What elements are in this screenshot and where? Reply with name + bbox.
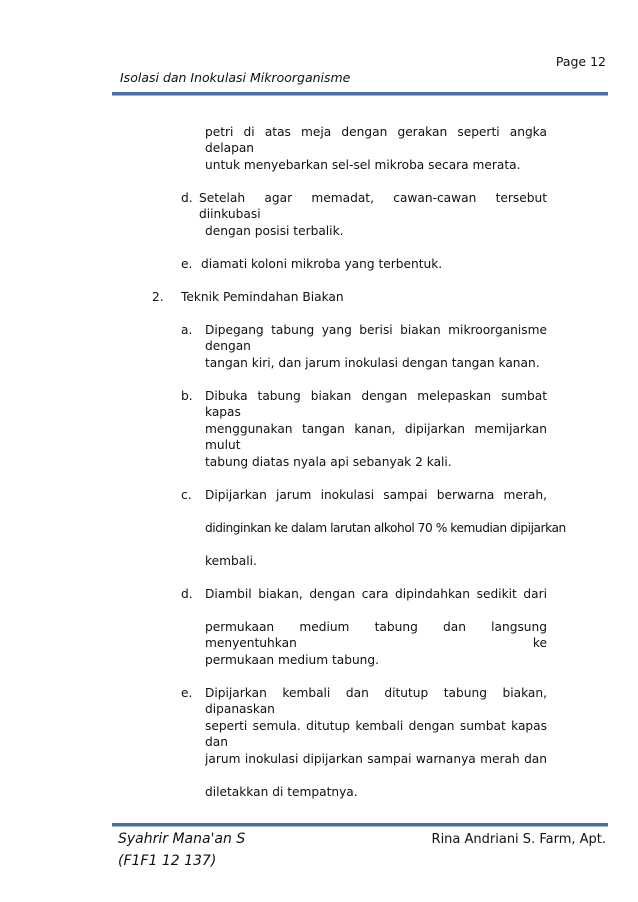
text-line: Setelah agar memadat, cawan-cawan tersebut diinkubasi [199, 191, 547, 221]
header-divider [112, 92, 608, 96]
text-line: jarum inokulasi dipijarkan sampai warnanya merah dan [205, 752, 547, 766]
page-number: Page 12 [555, 54, 606, 69]
author-name: Syahrir Mana'an S [118, 831, 246, 847]
section-title: Teknik Pemindahan Biakan [181, 290, 344, 304]
text-line: tabung diatas nyala api sebanyak 2 kali. [205, 455, 452, 469]
list-marker: a. [181, 323, 193, 337]
list-marker: d. [181, 587, 193, 601]
text-line: dengan posisi terbalik. [205, 224, 344, 238]
text-line: petri di atas meja dengan gerakan seperti angka delapan [205, 125, 547, 155]
text-line: kembali. [205, 554, 257, 568]
section-number: 2. [152, 290, 164, 304]
text-line: seperti semula. ditutup kembali dengan sumbat kapas dan [205, 719, 547, 749]
text-line: tangan kiri, dan jarum inokulasi dengan tangan kanan. [205, 356, 540, 370]
list-marker: e. [181, 686, 193, 700]
text-line: Dipegang tabung yang berisi biakan mikroorganisme dengan [205, 323, 547, 353]
text-line: menggunakan tangan kanan, dipijarkan memijarkan mulut [205, 422, 547, 452]
supervisor-name: Rina Andriani S. Farm, Apt. [431, 832, 606, 847]
text-line: diamati koloni mikroba yang terbentuk. [201, 257, 443, 271]
list-marker: b. [181, 389, 193, 403]
list-marker: e. [181, 257, 193, 271]
text-line: permukaan medium tabung. [205, 653, 380, 667]
footer-divider [112, 823, 608, 827]
document-title: Isolasi dan Inokulasi Mikroorganisme [120, 70, 351, 85]
text-line: Diambil biakan, dengan cara dipindahkan sedikit dari [205, 587, 547, 601]
list-marker: d. [181, 191, 193, 205]
list-marker: c. [181, 488, 192, 502]
text-line: untuk menyebarkan sel-sel mikroba secara merata. [205, 158, 521, 172]
text-line: Dipijarkan jarum inokulasi sampai berwarna merah, [205, 488, 547, 502]
text-line: Dibuka tabung biakan dengan melepaskan sumbat kapas [205, 389, 547, 419]
text-line: Dipijarkan kembali dan ditutup tabung biakan, dipanaskan [205, 686, 547, 716]
author-id: (F1F1 12 137) [118, 853, 217, 869]
text-line: diletakkan di tempatnya. [205, 785, 358, 799]
text-line: permukaan medium tabung dan langsung menyentuhkan ke [205, 620, 547, 650]
text-line: didinginkan ke dalam larutan alkohol 70 % kemudian dipijarkan [205, 521, 566, 535]
